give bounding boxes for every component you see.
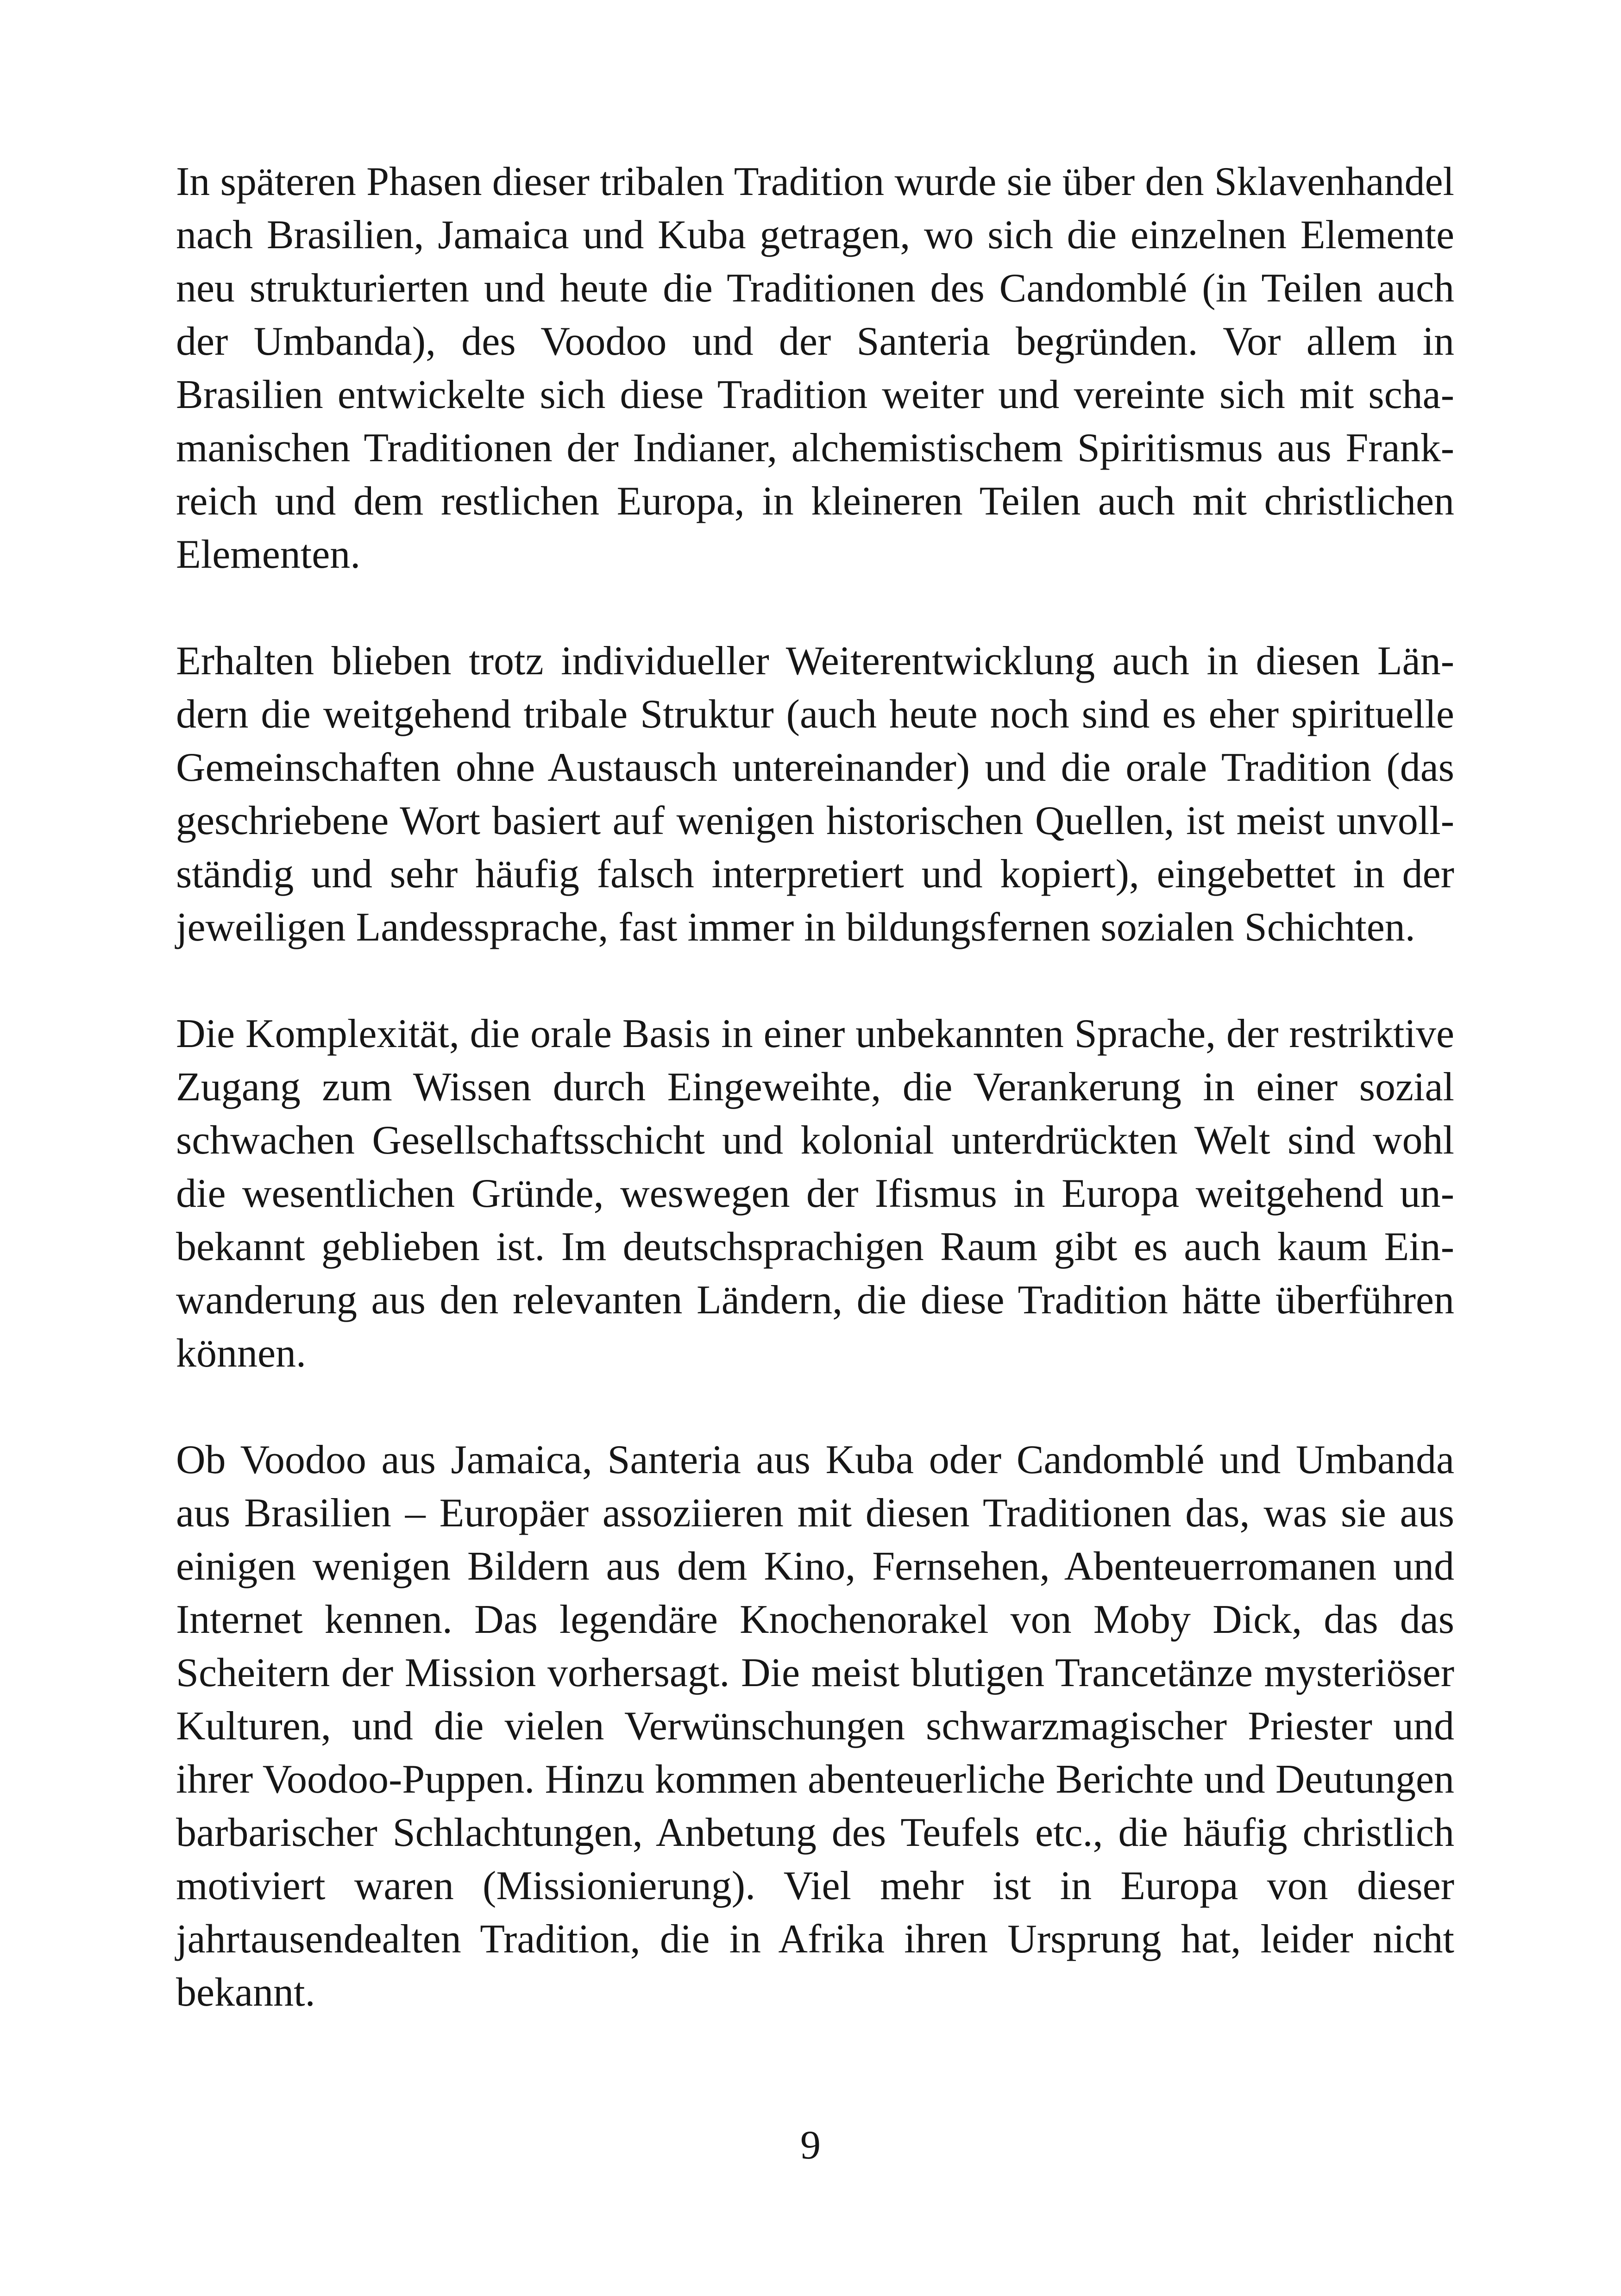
- paragraph-3: Die Komplexität, die orale Basis in einer unbekannten Sprache, der restriktive Zugang zum Wissen durch Eingeweihte, die Verankerung in einer sozial schwachen Gesellschaftsschicht und kolonial unterdrückten Welt sind wohl die wesentlichen Gründe, weswegen der Ifismus in Europa weitgehend unbekannt geblieben ist. Im deutschsprachigen Raum gibt es auch kaum Einwanderung aus den relevanten Ländern, die diese Tradition hätte überführen können.: [176, 1011, 1454, 1376]
- paragraph-2: Erhalten blieben trotz individueller Weiterentwicklung auch in diesen Ländern die weitgehend tribale Struktur (auch heute noch sind es eher spirituelle Gemeinschaften ohne Austausch untereinander) und die orale Tradition (das geschriebene Wort basiert auf wenigen historischen Quellen, ist meist unvollständig und sehr häufig falsch interpretiert und kopiert), eingebettet in der jeweiligen Landessprache, fast immer in bildungsfernen sozialen Schichten.: [176, 639, 1454, 950]
- body-text: [176, 155, 1454, 2019]
- paragraph-1: In späteren Phasen dieser tribalen Tradition wurde sie über den Sklavenhandel nach Brasilien, Jamaica und Kuba getragen, wo sich die einzelnen Elemente neu strukturierten und heute die Traditionen des Candomblé (in Teilen auch der Umbanda), des Voodoo und der Santeria begründen. Vor allem in Brasilien entwickelte sich diese Tradition weiter und vereinte sich mit schamanischen Traditionen der Indianer, alchemistischem Spiritismus aus Frankreich und dem restlichen Europa, in kleineren Teilen auch mit christlichen Elementen.: [176, 159, 1454, 577]
- page-number: 9: [800, 2123, 821, 2168]
- paragraph-4: Ob Voodoo aus Jamaica, Santeria aus Kuba oder Candomblé und Umbanda aus Brasilien – Europäer assoziieren mit diesen Traditionen das, was sie aus einigen wenigen Bildern aus dem Kino, Fernsehen, Abenteuerromanen und Internet kennen. Das legendäre Knochenorakel von Moby Dick, das das Scheitern der Mission vorhersagt. Die meist blutigen Trancetänze mysteriöser Kulturen, und die vielen Verwünschungen schwarzmagischer Priester und ihrer Voodoo-Puppen. Hinzu kommen abenteuerliche Berichte und Deutungen barbarischer Schlachtungen, Anbetung des Teufels etc., die häufig christlich motiviert waren (Missionierung). Viel mehr ist in Europa von dieser jahrtausendealten Tradition, die in Afrika ihren Ursprung hat, leider nicht bekannt.: [176, 1437, 1454, 2015]
